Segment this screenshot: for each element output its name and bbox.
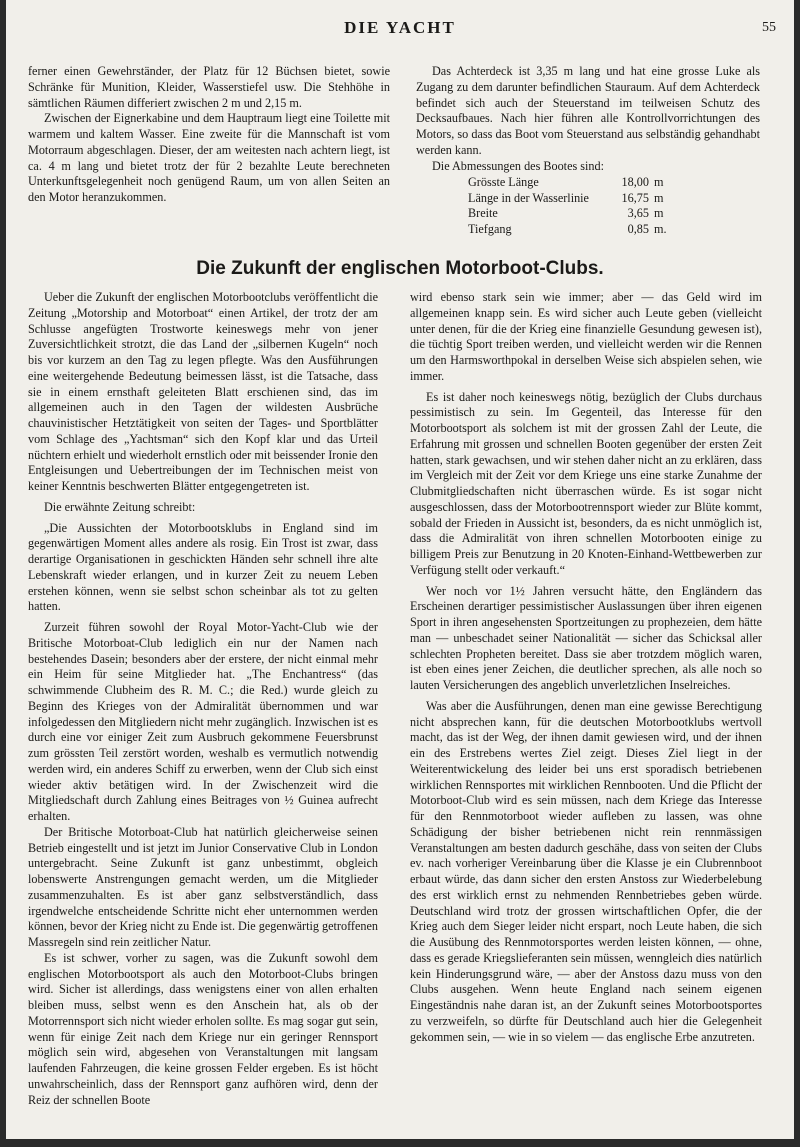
paragraph: wird ebenso stark sein wie immer; aber — das Geld wird im allgemeinen knapp sein. Es wird sicher auch Leute geben (vielleicht unter denen, für die der Krieg eine finanzielle Gesundung gewesen ist), die tüchtig Sport treiben werden, und vielleicht werden wir die Rennen um den Harmsworthpokal in derselben Weise sich abspielen sehen, wie immer. (410, 290, 762, 383)
dimension-label: Grösste Länge (468, 175, 539, 190)
top-left-column (28, 64, 390, 206)
dimension-unit: m (653, 190, 664, 205)
dimension-value: 0,85 (627, 221, 649, 236)
article-title: Die Zukunft der englischen Motorboot-Clubs. (196, 258, 604, 279)
paragraph: Die erwähnte Zeitung schreibt: (44, 499, 196, 514)
scan-border-right (794, 0, 800, 1147)
paragraph: Was aber die Ausführungen, denen man eine gewisse Berechtigung nicht absprechen kann, für die deutschen Motorbootklubs wertvoll macht, das ist der Weg, der ihnen damit gewiesen wird, und der ihnen ein des Erstrebens wertes Ziel zeigt. Dieses Ziel liegt in der Weiterentwickelung des leider bei uns erst sporadisch betriebenen wirklichen Rennsportes mit wirklichen Rennbooten. Und die Pflicht der Motorboot-Club wird es sein müssen, nach dem Kriege das Interesse für den Rennmotorboot wieder aufleben zu lassen, was ohne Schädigung der bisher betriebenen nicht rein rennmässigen Veranstaltungen am besten dadurch geschähe, dass von seiten der Clubs ev. nach vorheriger Vereinbarung über die Klasse je ein Clubrennboot erbaut würde, das dann sicher den ersten Anstoss zur Wiederbelebung des erst wirklich ernst zu nehmenden Rennbetriebes geben würde. Deutschland wird trotz der grossen wirtschaftlichen Opfer, die der Krieg auch dem Sieger leider nicht erspart, noch Leute haben, die sich die Ausübung des Rennmotorsportes werden leisten können, — ohne, dass es gerade Kriegslieferanten sein müssen, wenngleich dies natürlich kein Hinderungsgrund wäre, — aber der Anstoss dazu muss von den Clubs ausgehen. Wenn heute England nach seinem eigenen Eingeständnis nahe daran ist, an der Zukunft seines Motorbootsportes zu verzweifeln, so dürfte für Deutschland auch hier die Gelegenheit gekommen sein, — wie in so vielem — das englische Erbe anzutreten. (410, 698, 762, 1044)
table-row (468, 191, 667, 207)
dimension-label: Breite (468, 206, 498, 221)
scan-border-bottom (0, 1139, 800, 1147)
paragraph: Wer noch vor 1½ Jahren versucht hätte, den Engländern das Erscheinen derartiger pessimistischer Auslassungen über ihren eigenen Sport in ihren angesehensten Sportzeitungen zu prophezeien, dem hätte man — unbeschadet seiner Nationalität — sicher das Schicksal aller schlechten Propheten bereitet. Dass sie aber trotzdem möglich waren, ist eben eines jener Zeichen, die deutlicher sprechen, als alle noch so lauten Versicherungen des angeblich unverletzlichen Inselreiches. (410, 583, 762, 692)
paragraph: Zwischen der Eignerkabine und dem Hauptraum liegt eine Toilette mit warmem und kaltem Wasser. Eine zweite für die Mannschaft ist vom Motorraum abgeschlagen. Dieser, der am weitesten nach achtern liegt, ist ca. 4 m lang und bietet trotz der für 2 bezahlte Leute berechneten Unterkunftsgelegenheit noch genügend Raum, um von allen Seiten an den Motor heranzukommen. (28, 111, 390, 204)
paragraph: Zurzeit führen sowohl der Royal Motor-Yacht-Club wie der Britische Motorboat-Club lediglich ein nur der Namen nach bestehendes Dasein; besonders aber der erstere, der nicht einmal mehr ein Heim für seine Mitglieder hat. „The Enchantress“ (das schwimmende Clubheim des R. M. C.; die Red.) wurde gleich zu Beginn des Krieges von der Admiralität übernommen und war infolgedessen den Mitgliedern nicht mehr zugänglich. Inzwischen ist es durch eine vor einiger Zeit zum Ausbruch gekommene Feuersbrunst zum grössten Teil zerstört worden, weshalb es vermutlich notwendig werden wird, ein anderes Schiff zu erwerben, wenn der Club sich einst wieder aktiv betätigen wird. In der Zwischenzeit wird die Mitgliedschaft durch Zahlung eines Beitrages von ½ Guinea aufrecht erhalten. (28, 620, 378, 823)
paragraph: Es ist daher noch keineswegs nötig, bezüglich der Clubs durchaus pessimistisch zu sein. Im Gegenteil, das Interesse für den Motorbootsport als solchem ist mit der grossen Zahl der Leute, die Erfahrung mit grossen und schnellen Booten gegenüber der ersten Zeit hatten, stark gewachsen, und wir stehen daher nicht an zu erklären, dass im Vergleich mit der Zeit vor dem Kriege uns eine starke Zunahme der Clubmitgliedschaften nicht überraschen würde. Es ist sogar nicht ausgeschlossen, dass der Motorbootrennsport wieder zur Blüte kommt, sobald der Frieden in Aussicht ist, besonders, da es nicht unmöglich ist, dass die Admiralität von ihren schnellen Motorbooten einige zu billigem Preis zur Benutzung in 20 Knoten-Einhand-Wettbewerben zur Verfügung stellt oder verkauft.“ (410, 389, 762, 577)
dimension-label: Tiefgang (468, 221, 512, 236)
top-right-column (416, 64, 760, 237)
paragraph: Es ist schwer, vorher zu sagen, was die Zukunft sowohl dem englischen Motorbootsport als auch den Motorboot-Clubs bringen wird. Sicher ist allerdings, dass wenigstens einer von allen erhalten bleiben muss, selbst wenn es den Anschein hat, als ob der Motorrennsport sich nicht wieder erholen sollte. Es mag sogar gut sein, wenn für einige Zeit nach dem Kriege nur ein geringer Rennsport möglich sein wird, abgesehen von Veranstaltungen mit langsam laufenden Fahrzeugen, die keine grossen Felder ergeben. Es ist höcht unwahrscheinlich, dass der Rennsport ganz aufhören wird, denn der Reiz der schnellen Boote (28, 950, 378, 1107)
paragraph: „Die Aussichten der Motorbootsklubs in England sind im gegenwärtigen Moment alles andere als rosig. Ein Trost ist zwar, dass derartige Organisationen in geschickten Händen sehr schnell ihre alte Lebenskraft wieder erlangen, und in kurzer Zeit zu neuem Leben erstehen können, wenn sie selbst schon scheinbar als tot zu gelten hatten. (28, 520, 378, 614)
table-row (468, 222, 667, 238)
dimension-unit: m (653, 175, 664, 190)
dimension-label: Länge in der Wasserlinie (468, 190, 589, 205)
dimension-unit: m. (653, 221, 667, 236)
table-row (468, 175, 667, 191)
dimension-value: 3,65 (627, 206, 649, 221)
paragraph: ferner einen Gewehrständer, der Platz für 12 Büchsen bietet, sowie Schränke für Munition, Kleider, Wasserstiefel usw. Die Stehhöhe in sämtlichen Räumen differiert zwischen 2 m und 2,15 m. (28, 64, 390, 110)
dimension-value: 16,75 (621, 190, 649, 205)
article-left-column (28, 290, 378, 1108)
scan-border-left (0, 0, 6, 1147)
paragraph: Ueber die Zukunft der englischen Motorbootclubs veröffentlicht die Zeitung „Motorship and Motorboat“ einen Artikel, der trotz der am Schlusse angefügten Trostworte keineswegs mehr von jener Zuversichtlichkeit strotzt, die das Land der „silbernen Kugeln“ noch bis vor kurzem an den Tag zu legen pflegte. Was den Ausführungen eine weitergehende Bedeutung beimessen lässt, ist die Tatsache, dass sie in einem ernsthaft geleiteten Blatt erschienen sind, das im allgemeinen auch in den Tagen der wildesten Ausbrüche chauvinistischer Hetztätigkeit von seiten der Tages- und Sportblätter vom Schlage des „Yachtsman“ sich den Kopf klar und das Urteil nüchtern erhielt und wiederholt ernstlich oder mit beissender Ironie den Entgleisungen und Uebertreibungen der im Technischen meist von keiner Kenntnis beschwerten Blätter entgegengetreten ist. (28, 290, 378, 493)
running-title: DIE YACHT (344, 18, 456, 37)
paragraph: Der Britische Motorboat-Club hat natürlich gleicherweise seinen Betrieb eingestellt und ist jetzt im Junior Conservative Club in London untergebracht. Seine Zukunft ist ganz unbestimmt, obgleich lobenswerte Anstrengungen gemacht werden, um die Mitglieder zusammenzuhalten. Es ist aber ganz selbstverständlich, dass irgendwelche entscheidende Schritte nicht eher unternommen werden können, bevor der Krieg nicht zu Ende ist. Die gegenwärtig getroffenen Massregeln sind rein zeitlicher Natur. (28, 824, 378, 949)
dimension-unit: m (653, 206, 664, 221)
dimensions-intro: Die Abmessungen des Bootes sind: (432, 158, 604, 173)
paragraph: Das Achterdeck ist 3,35 m lang und hat eine grosse Luke als Zugang zu dem darunter befindlichen Stauraum. Auf dem Achterdeck befindet sich auch der Steuerstand im teilweisen Schutz des Decksaufbaues. Nach hier führen alle Kontrollvorrichtungen des Motors, so dass das Boot vom Steuerstand aus selbständig gehandhabt werden kann. (416, 64, 760, 157)
article-right-column (410, 290, 762, 1045)
dimensions-table (468, 175, 667, 237)
table-row (468, 206, 667, 222)
page-number: 55 (762, 20, 776, 35)
dimension-value: 18,00 (621, 175, 649, 190)
